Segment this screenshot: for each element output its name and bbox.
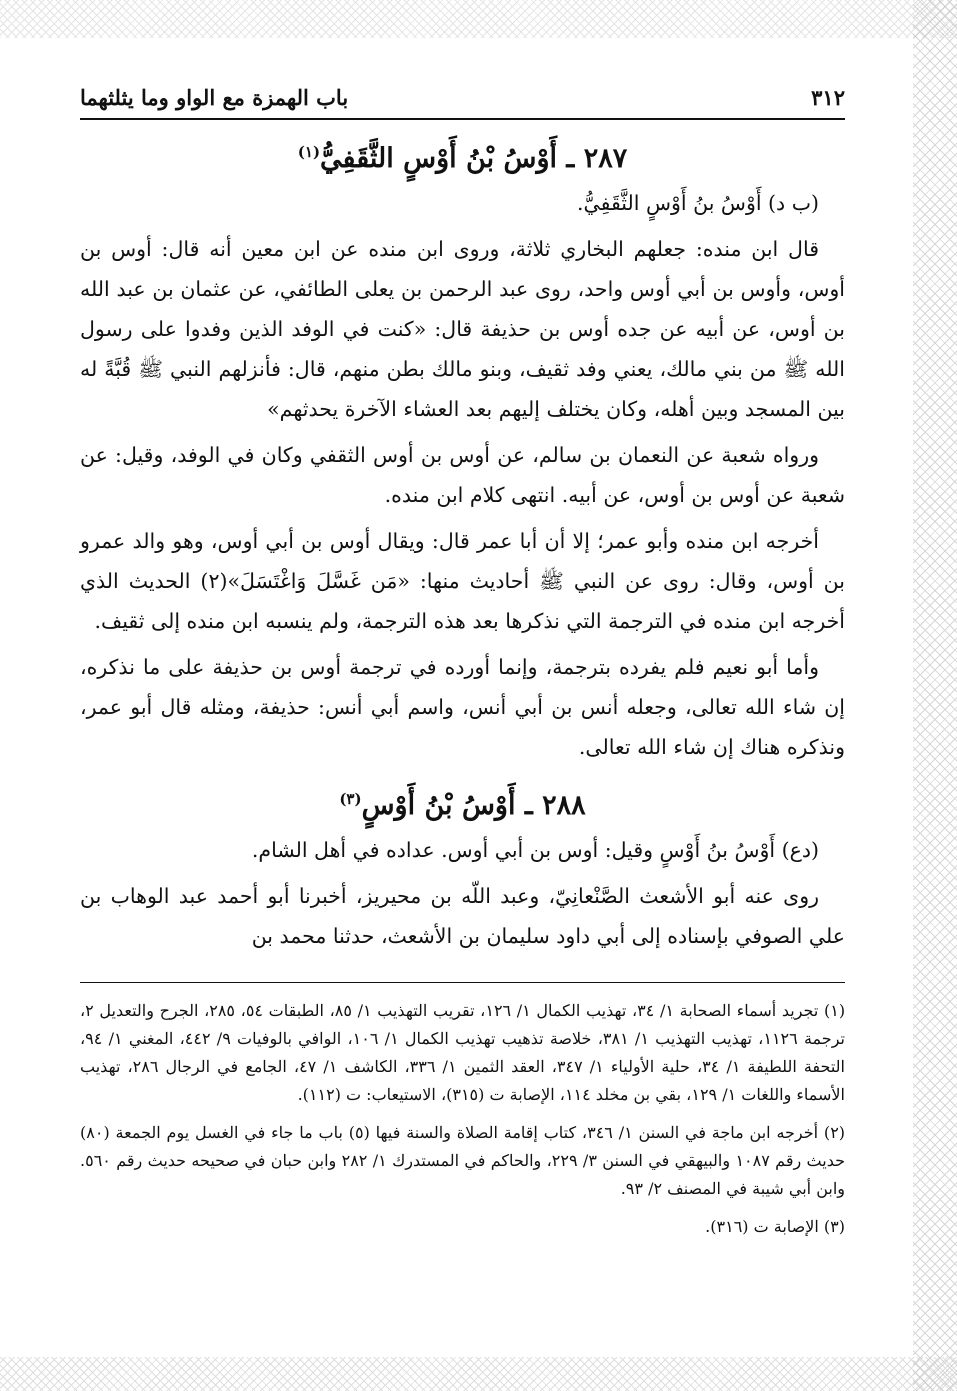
body-paragraph: أخرجه ابن منده وأبو عمر؛ إلا أن أبا عمر قال: ويقال أوس بن أبي أوس، وهو والد عمرو بن أوس، وقال: روى عن النبي ﷺ أحاديث منها: «مَن غَسَّلَ وَاغْتَسَلَ»(٢) الحديث الذي أخرجه ابن منده في الترجمة التي نذكرها بعد هذه الترجمة، ولم ينسبه ابن منده إلى ثقيف. — [80, 529, 845, 633]
entry-title-text: ٢٨٨ ـ أَوْسُ بْنُ أَوْسٍ — [361, 790, 586, 821]
scan-border-right — [913, 0, 957, 1391]
page-body — [80, 84, 845, 1251]
page-number: ٣١٢ — [811, 85, 845, 110]
entry-title-288 — [80, 781, 845, 824]
body-paragraph: ورواه شعبة عن النعمان بن سالم، عن أوس بن أوس الثقفي وكان في الوفد، وقيل: عن شعبة عن أوس بن أوس، عن أبيه. انتهى كلام ابن منده. — [80, 443, 845, 507]
footnote-item: (٣) الإصابة ت (٣١٦). — [705, 1217, 845, 1236]
running-head — [80, 84, 845, 120]
footnotes — [80, 997, 845, 1241]
entry-code-line: (دع) أَوْسُ بنُ أَوْسٍ وقيل: أوس بن أبي أوس. عداده في أهل الشام. — [251, 838, 819, 862]
body-paragraph: روى عنه أبو الأشعث الصَّنْعانِيّ، وعبد اللّه بن محيريز، أخبرنا أبو أحمد عبد الوهاب بن علي الصوفي بإسناده إلى أبي داود سليمان بن الأشعث، حدثنا محمد بن — [80, 884, 845, 948]
footnote-ref: (١) — [297, 143, 321, 161]
entry-title-287 — [80, 134, 845, 177]
footnote-item: (١) تجريد أسماء الصحابة ١/ ٣٤، تهذيب الكمال ١/ ١٢٦، تقريب التهذيب ١/ ٨٥، الطبقات ٥٤، ٢٨٥، الجرح والتعديل ٢، ترجمة ١١٢٦، تهذيب التهذيب ١/ ٣٨١، خلاصة تذهيب تهذيب الكمال ١/ ١٠٦، الوافي بالوفيات ٩/ ٤٤٢، المغني ١/ ٩٤، التحفة اللطيفة ١/ ٣٤، حلية الأولياء ١/ ٣٤٧، العقد الثمين ١/ ٣٣٦، الكاشف ١/ ٤٧، الجامع في الرجال ٢٨٦، تهذيب الأسماء واللغات ١/ ١٢٩، بقي بن مخلد ١١٤، الإصابة ت (٣١٥)، الاستيعاب: ت (١١٢). — [80, 1001, 846, 1104]
entry-code-line: (ب د) أَوْسُ بنُ أَوْسٍ الثَّقَفِيُّ. — [576, 191, 819, 215]
footnote-ref: (٣) — [339, 790, 362, 808]
scan-border-bottom — [0, 1357, 957, 1391]
footnote-item: (٢) أخرجه ابن ماجة في السنن ١/ ٣٤٦، كتاب إقامة الصلاة والسنة فيها (٥) باب ما جاء في الغسل يوم الجمعة (٨٠) حديث رقم ١٠٨٧ والبيهقي في السنن ٣/ ٢٢٩، والحاكم في المستدرك ١/ ٢٨٢ وابن حبان في صحيحه حديث رقم ٥٦٠. وابن أبي شيبة في المصنف ٢/ ٩٣. — [80, 1123, 846, 1198]
entry-title-text: ٢٨٧ ـ أَوْسُ بْنُ أَوْسٍ الثَّقَفِيُّ — [320, 143, 628, 174]
scan-border-top — [0, 0, 957, 38]
body-paragraph: وأما أبو نعيم فلم يفرده بترجمة، وإنما أورده في ترجمة أوس بن حذيفة على ما نذكره، إن شاء الله تعالى، وجعله أنس بن أبي أنس، واسم أبي أنس: حذيفة، ومثله قال أبو عمر، ونذكره هناك إن شاء الله تعالى. — [80, 655, 845, 759]
body-paragraph: قال ابن منده: جعلهم البخاري ثلاثة، وروى ابن منده عن ابن معين أنه قال: أوس بن أوس، وأوس بن أبي أوس واحد، روى عبد الرحمن بن يعلى الطائفي، عن عثمان بن عبد الله بن أوس، عن أبيه عن جده أوس بن حذيفة قال: «كنت في الوفد الذين وفدوا على رسول الله ﷺ من بني مالك، يعني وفد ثقيف، وبنو مالك بطن منهم، قال: فأنزلهم النبي ﷺ قُبَّةً له بين المسجد وبين أهله، وكان يختلف إليهم بعد العشاء الآخرة يحدثهم» — [80, 237, 845, 421]
chapter-title: باب الهمزة مع الواو وما يثلثهما — [80, 85, 349, 110]
footnote-divider — [80, 982, 845, 983]
